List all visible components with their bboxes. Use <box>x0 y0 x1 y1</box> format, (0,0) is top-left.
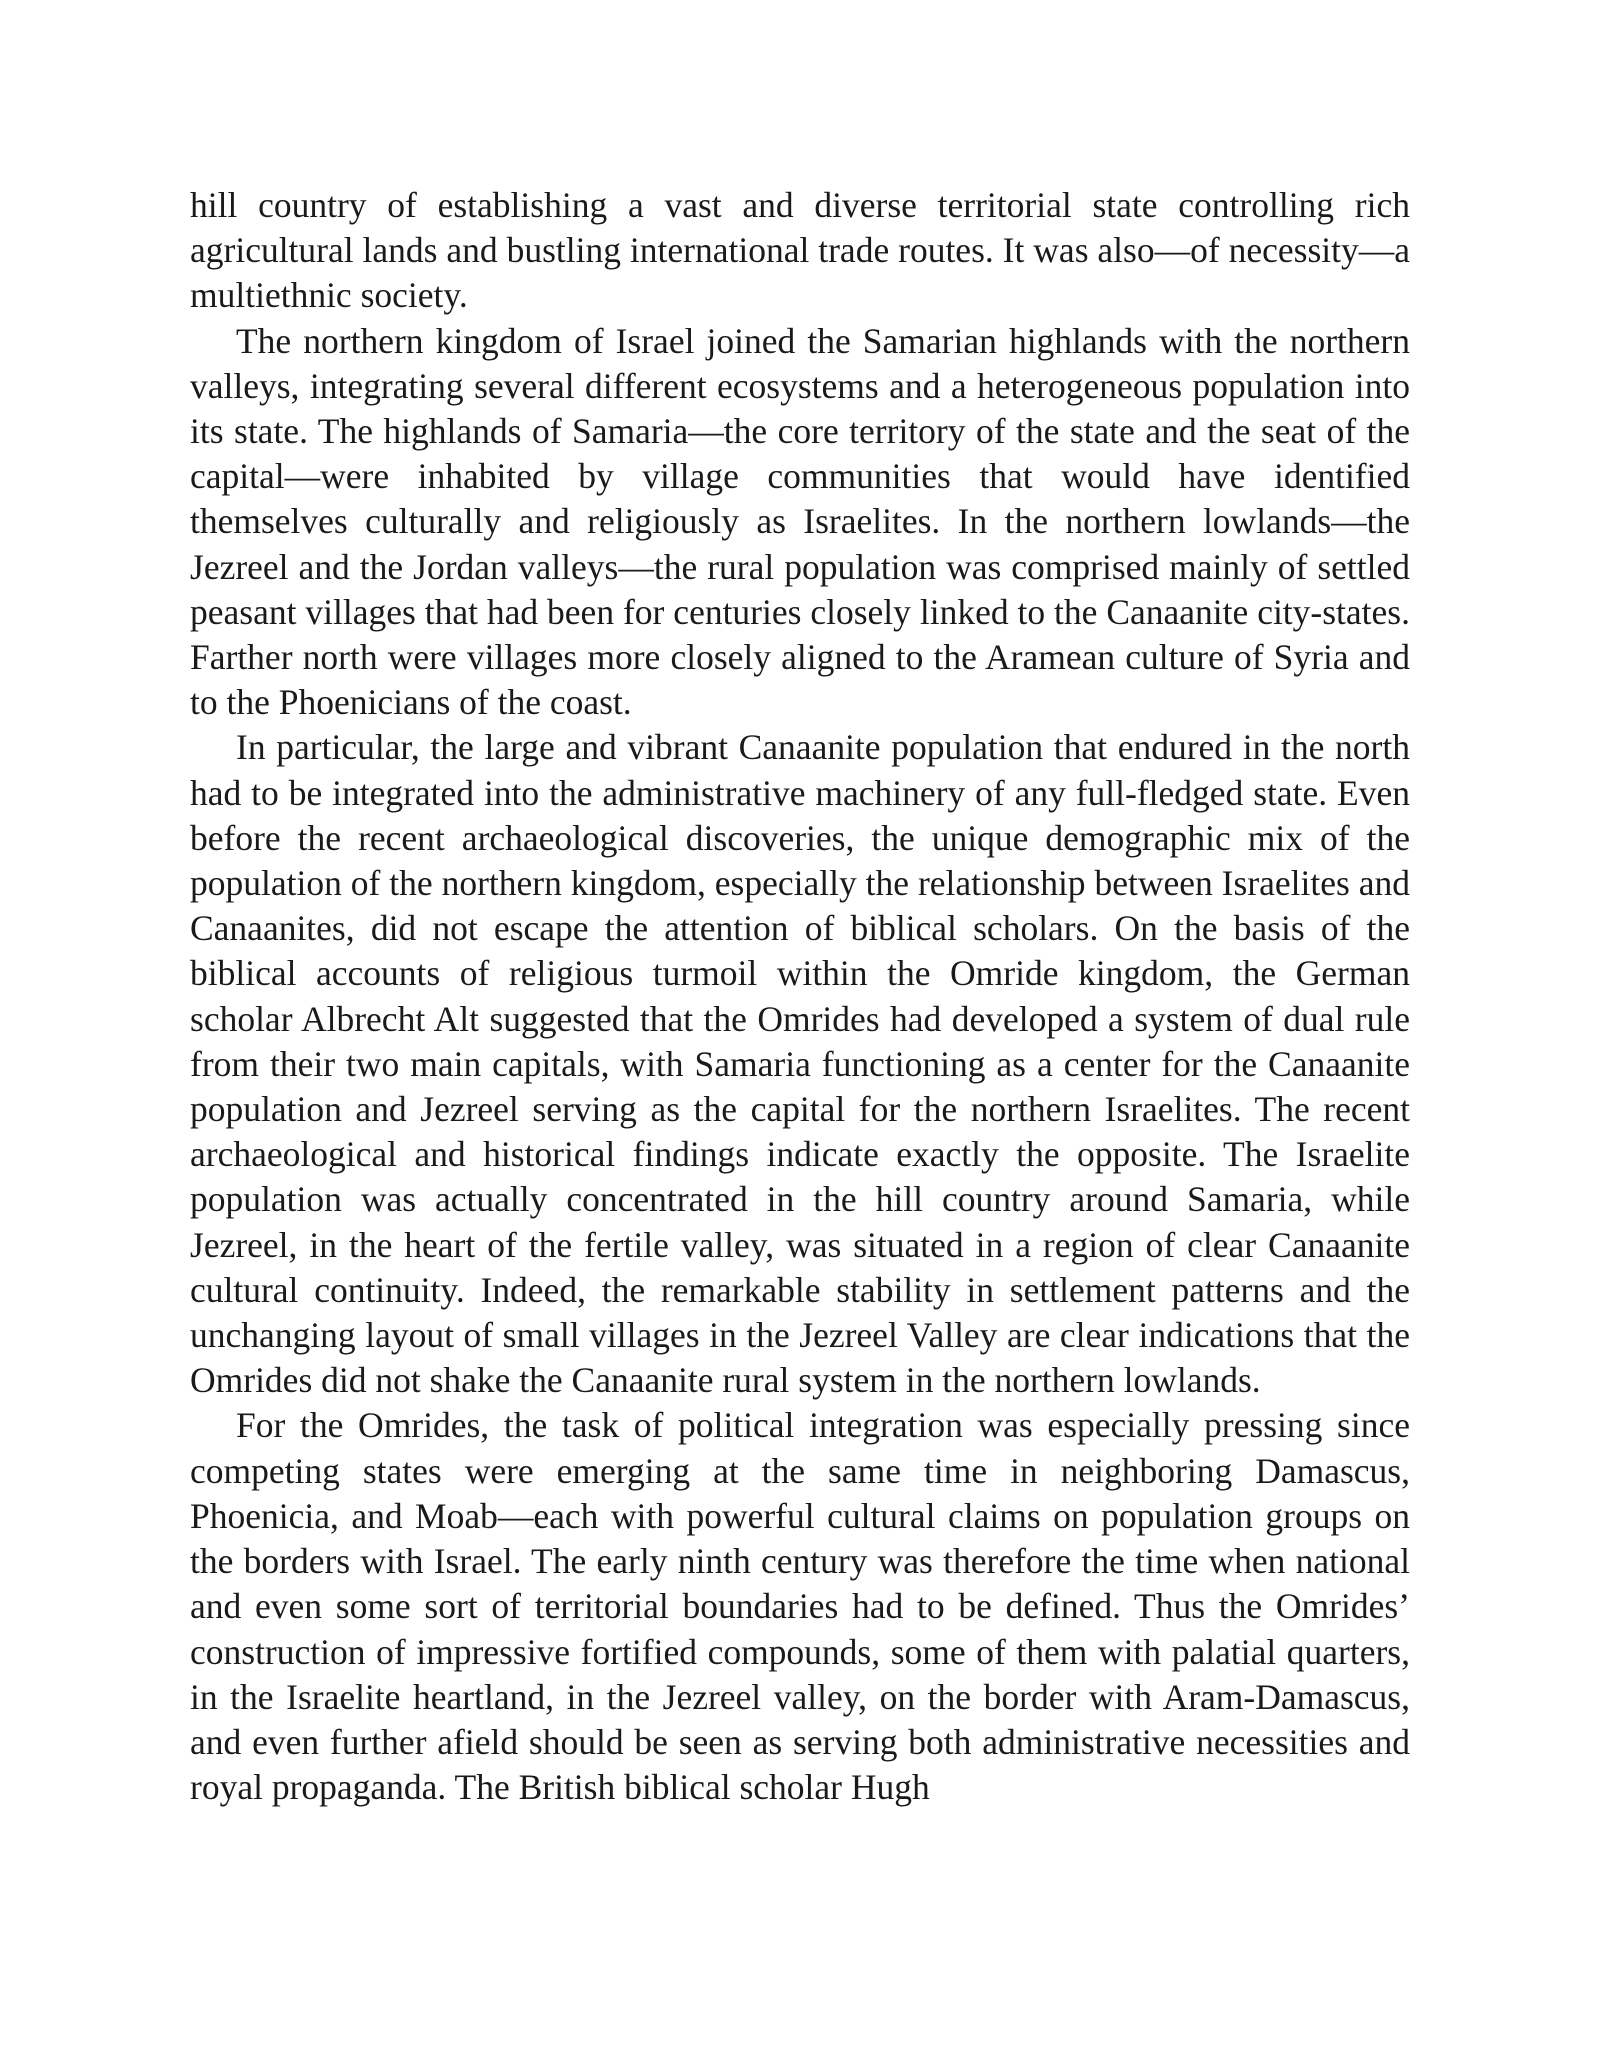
paragraph-continued: hill country of establishing a vast and diverse territorial state controlling rich agricultural lands and bustling international trade routes. It was also—of necessity—a multiethnic society. <box>190 185 1410 316</box>
page-body <box>190 183 1410 1810</box>
paragraph-canaanite-population: In particular, the large and vibrant Canaanite population that endured in the north had to be integrated into the administrative machinery of any full-fledged state. Even before the recent archaeological discoveries, the unique demographic mix of the population of the northern kingdom, especially the relationship between Israelites and Canaanites, did not escape the attention of biblical scholars. On the basis of the biblical accounts of religious turmoil within the Omride kingdom, the German scholar Albrecht Alt suggested that the Omrides had developed a system of dual rule from their two main capitals, with Samaria functioning as a center for the Canaanite population and Jezreel serving as the capital for the northern Israelites. The recent archaeological and historical findings indicate exactly the opposite. The Israelite population was actually concentrated in the hill country around Samaria, while Jezreel, in the heart of the fertile valley, was situated in a region of clear Canaanite cultural continuity. Indeed, the remarkable stability in settlement patterns and the unchanging layout of small villages in the Jezreel Valley are clear indications that the Omrides did not shake the Canaanite rural system in the northern lowlands. <box>190 727 1410 1401</box>
paragraph-northern-kingdom: The northern kingdom of Israel joined the Samarian highlands with the northern valleys, integrating several different ecosystems and a heterogeneous population into its state. The highlands of Samaria—the core territory of the state and the seat of the capital—were inhabited by village communities that would have identified themselves culturally and religiously as Israelites. In the northern lowlands—the Jezreel and the Jordan valleys—the rural population was comprised mainly of settled peasant villages that had been for centuries closely linked to the Canaanite city-states. Farther north were villages more closely aligned to the Aramean culture of Syria and to the Phoenicians of the coast. <box>190 320 1410 723</box>
paragraph-political-integration: For the Omrides, the task of political integration was especially pressing since competing states were emerging at the same time in neighboring Damascus, Phoenicia, and Moab—each with powerful cultural claims on population groups on the borders with Israel. The early ninth century was therefore the time when national and even some sort of territorial boundaries had to be defined. Thus the Omrides’ construction of impressive fortified compounds, some of them with palatial quarters, in the Israelite heartland, in the Jezreel valley, on the border with Aram-Damascus, and even further afield should be seen as serving both administrative necessities and royal propaganda. The British biblical scholar Hugh <box>190 1405 1410 1808</box>
